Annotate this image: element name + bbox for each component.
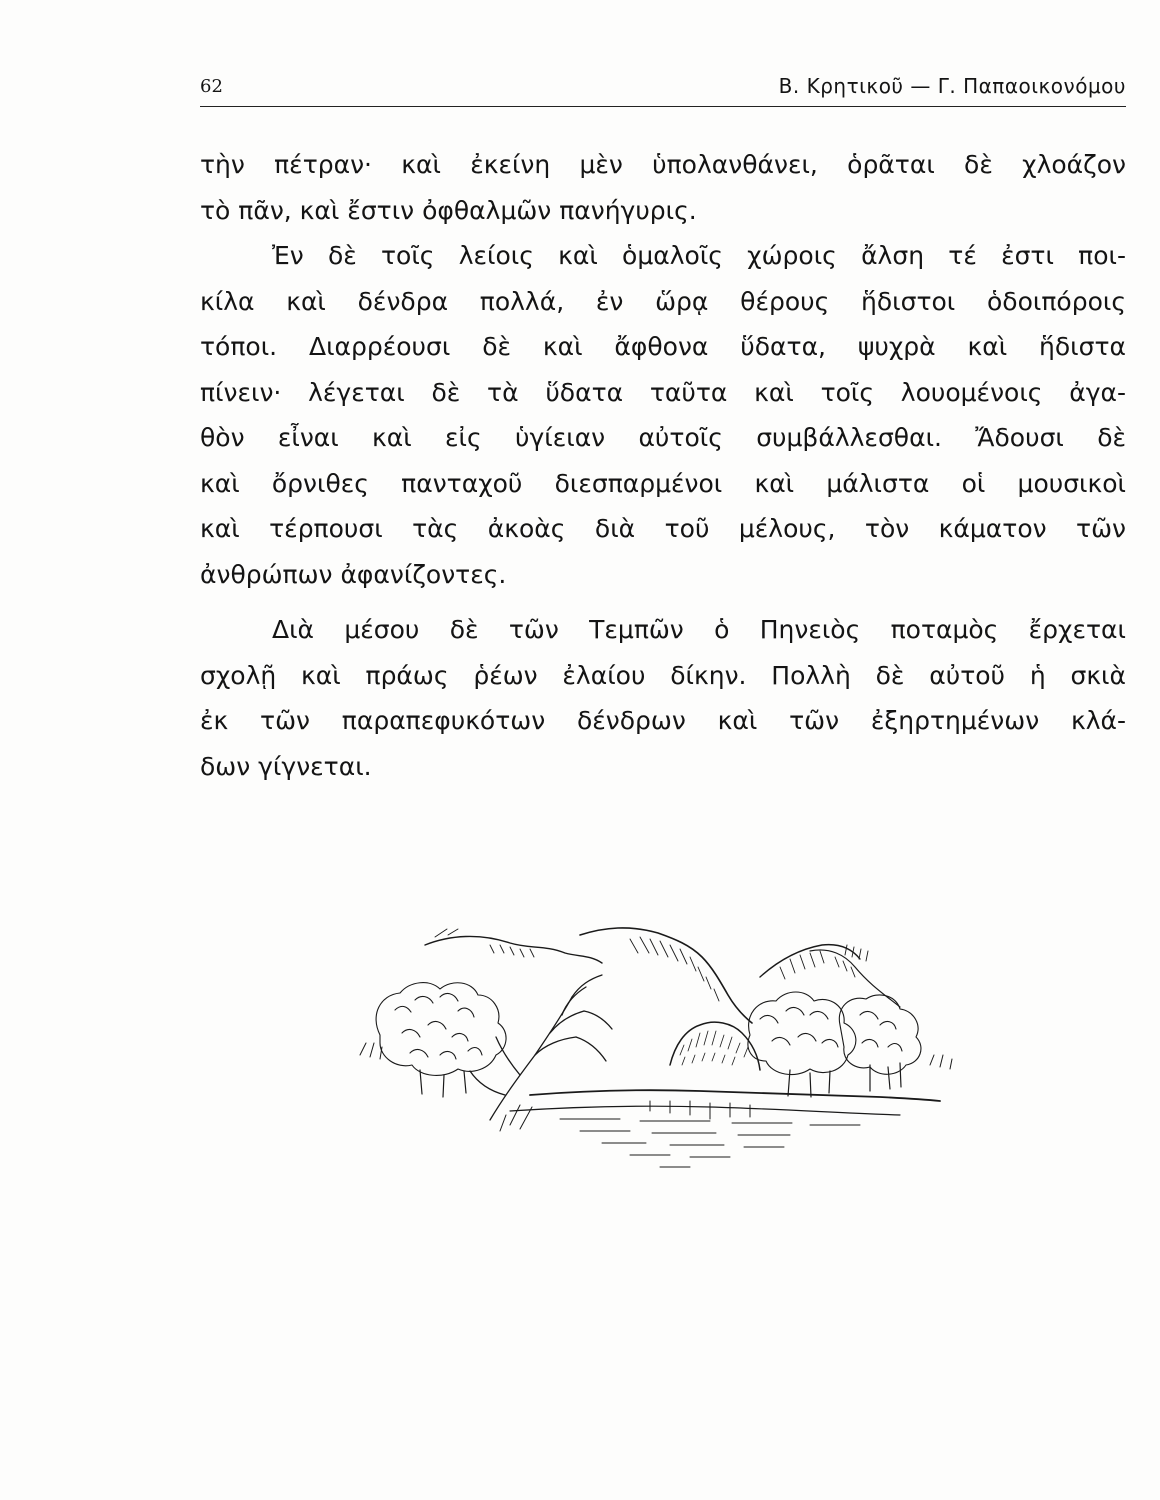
text-line: θὸν εἶναι καὶ εἰς ὑγίειαν αὐτοῖς συμβάλλεσθαι. Ἄδουσι δὲ bbox=[200, 423, 1126, 452]
rock-hatching bbox=[680, 1031, 748, 1065]
left-tree-canopy bbox=[376, 983, 506, 1076]
text-line: σχολῇ καὶ πράως ῥέων ἐλαίου δίκην. Πολλὴ δὲ αὐτοῦ ἡ σκιὰ bbox=[200, 660, 1126, 690]
text-line: κίλα καὶ δένδρα πολλά, ἐν ὥρᾳ θέρους ἥδιστοι ὁδοιπόροις bbox=[200, 286, 1126, 316]
text-line: ἀνθρώπων ἀφανίζοντες. bbox=[200, 559, 507, 589]
page-header bbox=[200, 72, 1126, 106]
mountain-ridge-center bbox=[580, 928, 752, 1023]
text-line: πίνειν· λέγεται δὲ τὰ ὕδατα ταῦτα καὶ τοῖς λουομένοις ἀγα- bbox=[200, 377, 1126, 407]
paragraph-gap bbox=[200, 597, 1126, 607]
mountain-ridge-right bbox=[760, 945, 860, 977]
header-rule bbox=[200, 106, 1126, 107]
bare-tree bbox=[470, 975, 612, 1120]
text-line: τόποι. Διαρρέουσι δὲ καὶ ἄφθονα ὕδατα, ψυχρὰ καὶ ἥδιστα bbox=[200, 332, 1126, 361]
landscape-drawing bbox=[340, 915, 980, 1180]
right-tree-canopy bbox=[748, 992, 921, 1075]
text-line: καὶ ὄρνιθες πανταχοῦ διεσπαρμένοι καὶ μάλιστα οἱ μουσικοὶ bbox=[200, 468, 1126, 498]
text-line: Διὰ μέσου δὲ τῶν Τεμπῶν ὁ Πηνειὸς ποταμὸς ἔρχεται bbox=[272, 615, 1126, 644]
hill-hatching bbox=[490, 937, 855, 1001]
running-head: Β. Κρητικοῦ — Γ. Παπαοικονόμου bbox=[778, 74, 1126, 98]
near-riverbank bbox=[510, 1106, 900, 1115]
tree-trunks bbox=[420, 1063, 901, 1097]
body-text bbox=[200, 142, 1126, 789]
text-line: Ἐν δὲ τοῖς λείοις καὶ ὁμαλοῖς χώροις ἄλση τέ ἐστι ποι- bbox=[272, 241, 1126, 270]
text-line: καὶ τέρπουσι τὰς ἀκοὰς διὰ τοῦ μέλους, τὸν κάματον τῶν bbox=[200, 514, 1126, 543]
page-number: 62 bbox=[200, 76, 223, 97]
text-line: δων γίγνεται. bbox=[200, 751, 372, 781]
mountain-ridge-left bbox=[425, 936, 602, 963]
text-line: τὴν πέτραν· καὶ ἐκείνη μὲν ὑπολανθάνει, ὁρᾶται δὲ χλοάζον bbox=[200, 150, 1126, 179]
grass-tufts bbox=[360, 1043, 952, 1131]
text-line: τὸ πᾶν, καὶ ἔστιν ὀφθαλμῶν πανήγυρις. bbox=[200, 195, 697, 225]
text-line: ἐκ τῶν παραπεφυκότων δένδρων καὶ τῶν ἐξηρτημένων κλά- bbox=[200, 706, 1126, 735]
far-riverbank bbox=[530, 1090, 940, 1101]
landscape-illustration bbox=[340, 915, 980, 1180]
